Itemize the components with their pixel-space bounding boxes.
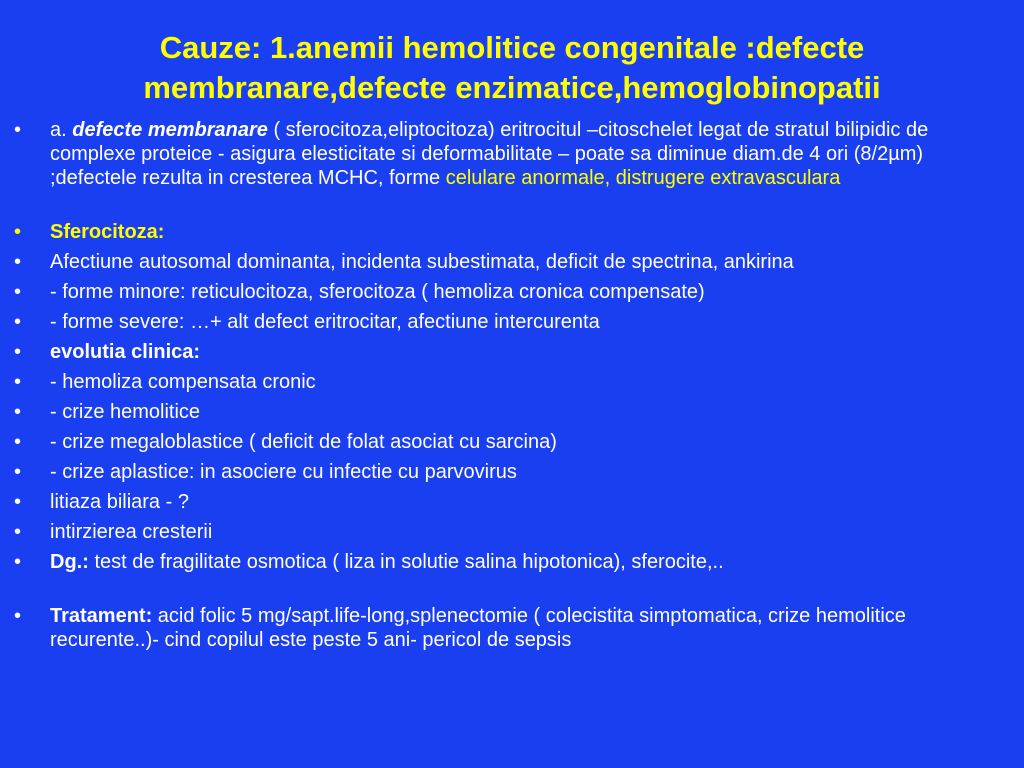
item-text: litiaza biliara - ?	[50, 491, 189, 513]
bullet-icon: •	[14, 311, 22, 333]
item-label: Tratament:	[50, 605, 153, 627]
bullet-icon: •	[14, 521, 22, 543]
bullet-icon: •	[14, 341, 22, 363]
title-line-1: Cauze: 1.anemii hemolitice congenitale :defecte	[159, 30, 865, 65]
list-item-sferocitoza	[14, 220, 1014, 244]
item-text: - forme severe: …+ alt defect eritrocitar, afectiune intercurenta	[50, 311, 600, 333]
item-text: ( sferocitoza,eliptocitoza) eritrocitul –citoschelet legat de stratul bilipidic de complexe proteice - asigura elesticitate si deformabilitate – poate sa diminue diam.de 4 ori (8/2µm) ;defectele rezulta in cresterea MCHC, forme	[50, 119, 929, 189]
item-text: test de fragilitate osmotica ( liza in solutie salina hipotonica), sferocite,..	[88, 551, 724, 573]
item-text: - crize hemolitice	[50, 401, 201, 423]
item-bold-italic: defecte membranare	[72, 119, 268, 141]
item-prefix: a.	[50, 119, 73, 141]
bullet-icon: •	[14, 491, 22, 513]
item-text: - crize aplastice: in asociere cu infectie cu parvovirus	[50, 461, 517, 483]
list-item-diagnostic	[14, 550, 1014, 574]
item-heading: evolutia clinica:	[50, 341, 201, 363]
item-heading: Sferocitoza:	[50, 221, 165, 243]
item-text: - forme minore: reticulocitoza, sferocitoza ( hemoliza cronica compensate)	[50, 281, 705, 303]
item-yellow-text: celulare anormale, distrugere extravasculara	[445, 167, 841, 189]
bullet-icon: •	[14, 119, 22, 141]
bullet-list	[14, 118, 1014, 658]
bullet-icon: •	[14, 371, 22, 393]
item-text: - crize megaloblastice ( deficit de folat asociat cu sarcina)	[50, 431, 557, 453]
list-item	[14, 460, 1014, 484]
bullet-icon: •	[14, 281, 22, 303]
bullet-icon: •	[14, 605, 22, 627]
list-item	[14, 310, 1014, 334]
item-text: intirzierea cresterii	[50, 521, 213, 543]
list-item	[14, 250, 1014, 274]
bullet-icon: •	[14, 401, 22, 423]
bullet-icon: •	[14, 221, 22, 243]
list-item	[14, 400, 1014, 424]
item-text: - hemoliza compensata cronic	[50, 371, 316, 393]
list-item	[14, 430, 1014, 454]
list-item	[14, 280, 1014, 304]
list-item	[14, 520, 1014, 544]
title-line-2: membranare,defecte enzimatice,hemoglobinopatii	[143, 70, 881, 105]
item-text: Afectiune autosomal dominanta, incidenta subestimata, deficit de spectrina, ankirina	[50, 251, 794, 273]
list-item-defecte-membranare	[14, 118, 1014, 190]
item-label: Dg.:	[50, 551, 89, 573]
list-item-tratament	[14, 604, 1014, 652]
list-item	[14, 490, 1014, 514]
bullet-icon: •	[14, 251, 22, 273]
bullet-icon: •	[14, 431, 22, 453]
bullet-icon: •	[14, 551, 22, 573]
slide-title	[40, 28, 984, 108]
list-item	[14, 370, 1014, 394]
item-text: acid folic 5 mg/sapt.life-long,splenectomie ( colecistita simptomatica, crize hemolitice recurente..)- cind copilul este peste 5 ani- pericol de sepsis	[50, 605, 906, 651]
list-item-evolutia-clinica	[14, 340, 1014, 364]
bullet-icon: •	[14, 461, 22, 483]
